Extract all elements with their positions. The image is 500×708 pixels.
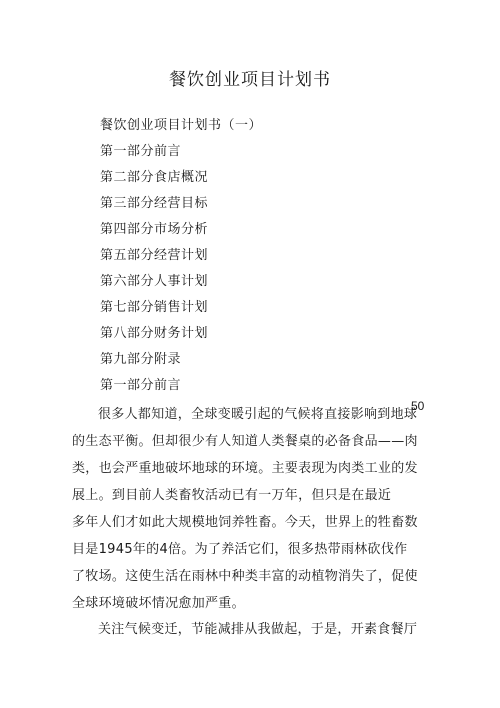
paragraph-line: 目是1945年的4倍。为了养活它们，很多热带雨林砍伐作 [72, 542, 408, 557]
paragraph-line: 关注气候变迁，节能减排从我做起，于是，开素食餐厅 [98, 622, 418, 637]
paragraph-line: 多年人们才如此大规模地饲养牲畜。今天，世界上的牲畜数 [72, 515, 418, 530]
toc-item: 餐饮创业项目计划书（一） [100, 118, 263, 133]
toc-item: 第七部分销售计划 [100, 300, 209, 315]
toc-item: 第五部分经营计划 [100, 248, 209, 263]
toc-item: 第八部分财务计划 [100, 326, 209, 341]
toc-item: 第一部分前言 [100, 378, 182, 393]
paragraph-line: 展上。到目前人类畜牧活动已有一万年，但只是在最近 [72, 488, 392, 503]
body-paragraph [72, 401, 418, 617]
page-mark: 50 [411, 399, 425, 413]
document-title: 餐饮创业项目计划书 [169, 70, 331, 90]
toc-item: 第九部分附录 [100, 352, 182, 367]
table-of-contents [100, 117, 262, 403]
paragraph-line: 类，也会严重地破坏地球的环境。主要表现为肉类工业的发 [72, 461, 418, 476]
toc-item: 第二部分食店概况 [100, 170, 209, 185]
paragraph-line: 了牧场。这使生活在雨林中种类丰富的动植物消失了，促使 [72, 569, 418, 584]
toc-item: 第一部分前言 [100, 144, 182, 159]
toc-item: 第三部分经营目标 [100, 196, 209, 211]
paragraph-line: 的生态平衡。但却很少有人知道人类餐桌的必备食品——肉 [72, 434, 418, 449]
toc-item: 第四部分市场分析 [100, 222, 209, 237]
paragraph-line: 全球环境破坏情况愈加严重。 [72, 596, 245, 611]
body-paragraph [72, 616, 418, 643]
paragraph-line: 很多人都知道，全球变暖引起的气候将直接影响到地球 [98, 407, 418, 422]
toc-item: 第六部分人事计划 [100, 274, 209, 289]
